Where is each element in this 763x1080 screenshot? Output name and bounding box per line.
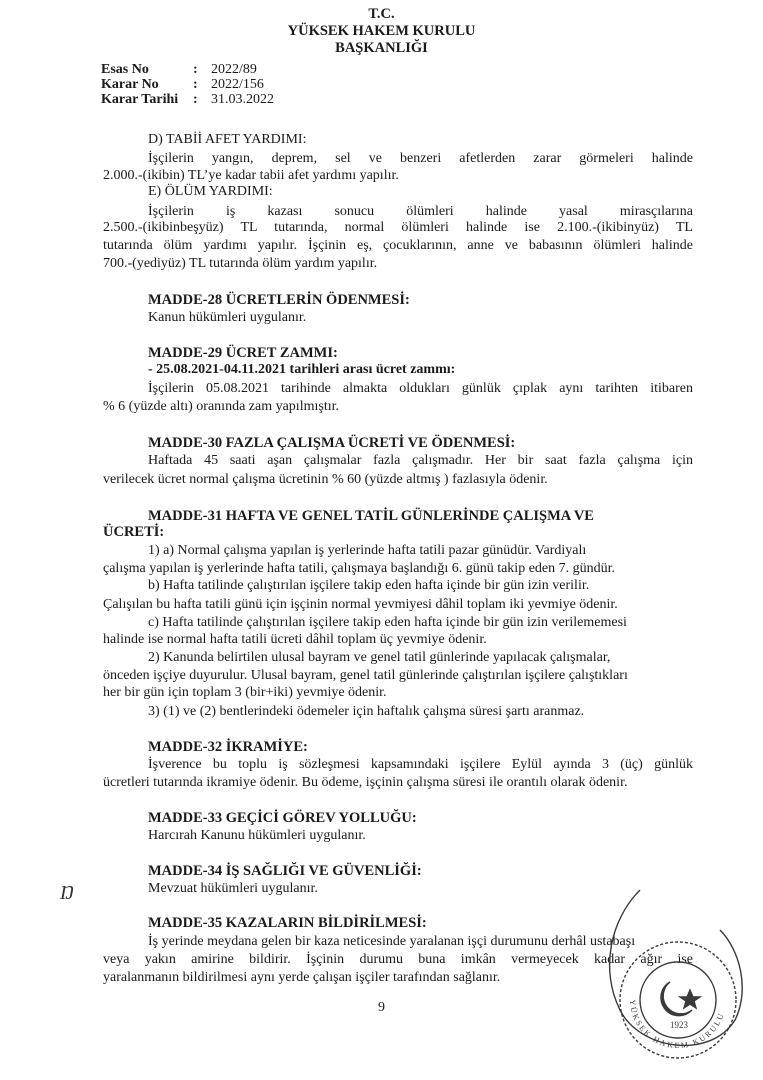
article-32-title: MADDE-32 İKRAMİYE:: [148, 739, 308, 755]
article-33-title: MADDE-33 GEÇİCİ GÖREV YOLLUĞU:: [148, 810, 417, 826]
separator: :: [193, 92, 198, 107]
paragraph-line: tutarında ölüm yardımı yapılır. İşçinin eş, çocuklarının, anne ve babasının ölümleri halinde: [103, 238, 693, 253]
paragraph-line: çalışma yapılan iş yerlerinde hafta tatili, çalışmaya başlandığı 6. günü takip eden 7. gündür.: [103, 561, 616, 576]
karar-value: 2022/156: [211, 77, 264, 92]
header-institution: YÜKSEK HAKEM KURULU: [287, 23, 476, 39]
esas-value: 2022/89: [211, 62, 257, 77]
separator: :: [193, 77, 198, 92]
article-30-title: MADDE-30 FAZLA ÇALIŞMA ÜCRETİ VE ÖDENMESİ:: [148, 435, 516, 451]
paragraph-line: halinde ise normal hafta tatili ücreti dâhil toplam üç yevmiye ödenir.: [103, 632, 487, 647]
paragraph-line: Mevzuat hükümleri uygulanır.: [148, 881, 318, 896]
paragraph-line: verilecek ücret normal çalışma ücretinin % 60 (yüzde altmış ) fazlasıyla ödenir.: [103, 472, 548, 487]
article-28-title: MADDE-28 ÜCRETLERİN ÖDENMESİ:: [148, 292, 410, 308]
official-seal-stamp: [600, 880, 750, 1070]
header-presidency: BAŞKANLIĞI: [335, 40, 428, 56]
seal-text: YÜKSEK HAKEM KURULU: [627, 999, 727, 1051]
esas-label: Esas No: [101, 62, 149, 77]
paragraph-line: Harcırah Kanunu hükümleri uygulanır.: [148, 828, 366, 843]
tarih-value: 31.03.2022: [211, 92, 274, 107]
paragraph-line: İşverence bu toplu iş sözleşmesi kapsamındaki işçilere Eylül ayında 3 (üç) günlük: [148, 757, 693, 772]
paragraph-line: ücretleri tutarında ikramiye ödenir. Bu ödeme, işçinin çalışma süresi ile orantılı olarak ödenir.: [103, 775, 628, 790]
section-e-title: E) ÖLÜM YARDIMI:: [148, 184, 273, 199]
paragraph-line: İşçilerin iş kazası sonucu ölümleri halinde yasal mirasçılarına: [148, 204, 693, 219]
separator: :: [193, 62, 198, 77]
article-29-subtitle: - 25.08.2021-04.11.2021 tarihleri arası ücret zammı:: [148, 362, 456, 377]
paragraph-line: 3) (1) ve (2) bentlerindeki ödemeler için haftalık çalışma süresi şartı aranmaz.: [148, 704, 585, 719]
paragraph-line: İşçilerin yangın, deprem, sel ve benzeri afetlerden zarar görmeleri halinde: [148, 151, 693, 166]
paragraph-line: 700.-(yediyüz) TL tutarında ölüm yardım yapılır.: [103, 256, 378, 271]
paragraph-line: % 6 (yüzde altı) oranında zam yapılmıştır.: [103, 399, 339, 414]
paragraph-line: 2.500.-(ikibinbeşyüz) TL tutarında, normal ölümleri halinde ise 2.100.-(ikibinyüz) TL: [103, 220, 693, 235]
paragraph-line: veya yakın amirine bildirir. İşçinin durumu buna imkân vermeyecek kadar ağır ise: [103, 952, 693, 967]
article-34-title: MADDE-34 İŞ SAĞLIĞI VE GÜVENLİĞİ:: [148, 863, 422, 879]
seal-outer-ring: [620, 942, 736, 1058]
article-31-title: MADDE-31 HAFTA VE GENEL TATİL GÜNLERİNDE ÇALIŞMA VE: [148, 508, 594, 524]
seal-year: 1923: [670, 1020, 688, 1030]
margin-handwritten-mark: Ŋ: [60, 882, 74, 904]
paragraph-line: Kanun hükümleri uygulanır.: [148, 310, 307, 325]
paragraph-line: b) Hafta tatilinde çalıştırılan işçilere takip eden hafta içinde bir gün izin verilir.: [148, 578, 590, 593]
paragraph-line: 2.000.-(ikibin) TL’ye kadar tabii afet yardımı yapılır.: [103, 168, 399, 183]
paragraph-line: önceden işçiye duyurulur. Ulusal bayram, genel tatil günlerinde çalıştırılan işçilere çalıştıkları: [103, 668, 628, 683]
page-number: 9: [378, 1000, 385, 1015]
paragraph-line: İşçilerin 05.08.2021 tarihinde almakta oldukları günlük çıplak aynı tarihten itibaren: [148, 381, 693, 396]
paragraph-line: 1) a) Normal çalışma yapılan iş yerlerinde hafta tatili pazar günüdür. Vardiyalı: [148, 543, 587, 558]
article-29-title: MADDE-29 ÜCRET ZAMMI:: [148, 345, 338, 361]
paragraph-line: 2) Kanunda belirtilen ulusal bayram ve genel tatil günlerinde yapılacak çalışmalar,: [148, 650, 611, 665]
tarih-label: Karar Tarihi: [101, 92, 179, 107]
case-meta: [101, 62, 274, 107]
paragraph-line: c) Hafta tatilinde çalıştırılan işçilere takip eden hafta içinde bir gün izin verilememesi: [148, 615, 627, 630]
article-31-title-cont: ÜCRETİ:: [103, 524, 165, 540]
section-d-title: D) TABİİ AFET YARDIMI:: [148, 132, 307, 147]
paragraph-line: Çalışılan bu hafta tatili günü için işçinin normal yevmiyesi dâhil toplam iki yevmiye ödenir.: [103, 597, 618, 612]
karar-label: Karar No: [101, 77, 159, 92]
paragraph-line: yaralanmanın bildirilmesi aynı yerde çalışan işçiler tarafından sağlanır.: [103, 970, 501, 985]
star-icon: [680, 990, 700, 1008]
paragraph-line: İş yerinde meydana gelen bir kaza neticesinde yaralanan işçi durumunu derhâl ustabaşı: [148, 934, 636, 949]
header-tc: T.C.: [368, 6, 395, 22]
paragraph-line: Haftada 45 saati aşan çalışmalar fazla çalışmadır. Her bir saat fazla çalışma için: [148, 453, 693, 468]
paragraph-line: her bir gün için toplam 3 (bir+iki) yevmiye ödenir.: [103, 685, 387, 700]
article-35-title: MADDE-35 KAZALARIN BİLDİRİLMESİ:: [148, 915, 427, 931]
